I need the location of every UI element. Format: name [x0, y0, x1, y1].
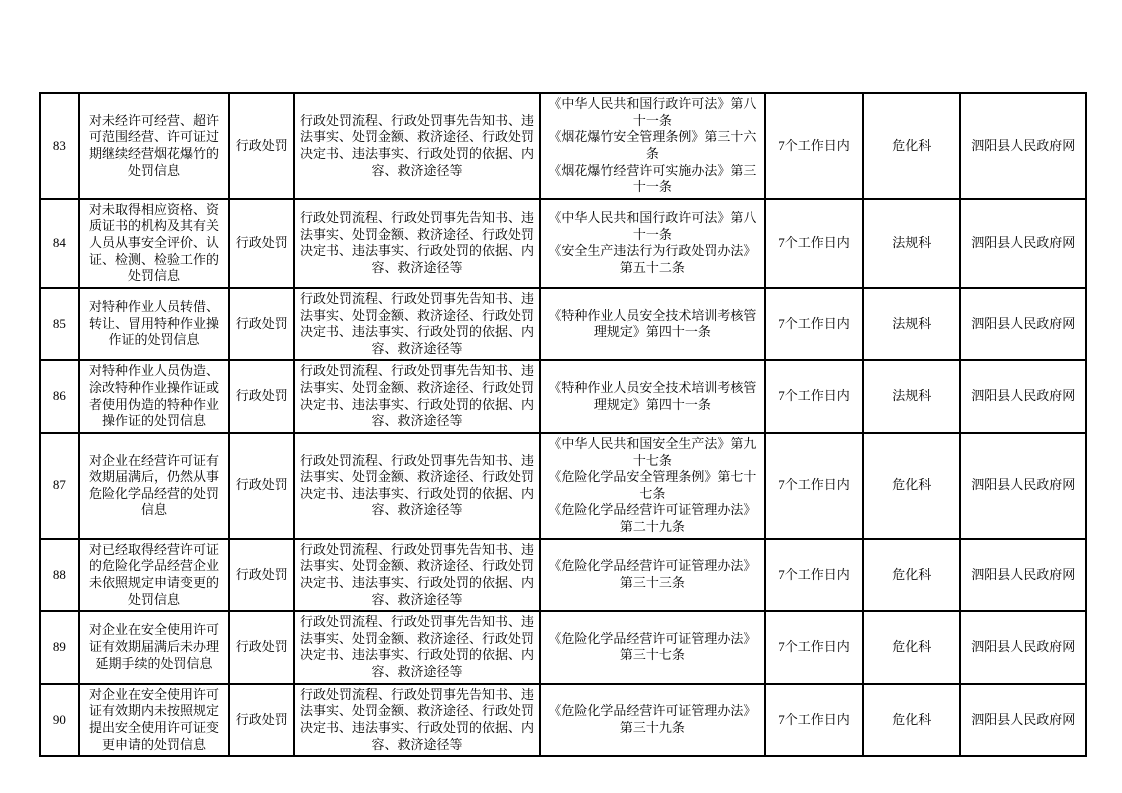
cell-seq: 89	[40, 611, 79, 684]
cell-department: 危化科	[863, 433, 960, 539]
cell-department: 危化科	[863, 93, 960, 199]
cell-basis	[540, 433, 765, 539]
cell-item: 对特种作业人员转借、转让、冒用特种作业操作证的处罚信息	[79, 288, 230, 361]
cell-category: 行政处罚	[229, 360, 294, 433]
basis-line: 《中华人民共和国安全生产法》第九十七条	[548, 435, 757, 468]
cell-category: 行政处罚	[229, 611, 294, 684]
basis-line: 《特种作业人员安全技术培训考核管理规定》第四十一条	[548, 307, 757, 340]
basis-line: 《烟花爆竹安全管理条例》第三十六条	[548, 129, 757, 161]
table-row	[40, 288, 1086, 361]
cell-category: 行政处罚	[229, 288, 294, 361]
cell-channel: 泗阳县人民政府网	[960, 360, 1086, 433]
cell-basis	[540, 539, 765, 612]
table-row	[40, 93, 1086, 199]
cell-seq: 90	[40, 684, 79, 757]
basis-line: 《中华人民共和国行政许可法》第八十一条	[548, 210, 757, 242]
cell-channel: 泗阳县人民政府网	[960, 93, 1086, 199]
cell-content: 行政处罚流程、行政处罚事先告知书、违法事实、处罚金额、救济途径、行政处罚决定书、违法事实、行政处罚的依据、内容、救济途径等	[294, 288, 540, 361]
cell-item: 对特种作业人员伪造、涂改特种作业操作证或者使用伪造的特种作业操作证的处罚信息	[79, 360, 230, 433]
cell-content: 行政处罚流程、行政处罚事先告知书、违法事实、处罚金额、救济途径、行政处罚决定书、违法事实、行政处罚的依据、内容、救济途径等	[294, 199, 540, 288]
cell-category: 行政处罚	[229, 539, 294, 612]
cell-item: 对企业在安全使用许可证有效期届满后未办理延期手续的处罚信息	[79, 611, 230, 684]
cell-category: 行政处罚	[229, 93, 294, 199]
cell-content: 行政处罚流程、行政处罚事先告知书、违法事实、处罚金额、救济途径、行政处罚决定书、违法事实、行政处罚的依据、内容、救济途径等	[294, 433, 540, 539]
basis-line: 《特种作业人员安全技术培训考核管理规定》第四十一条	[548, 380, 757, 412]
cell-deadline: 7个工作日内	[765, 360, 863, 433]
cell-item: 对已经取得经营许可证的危险化学品经营企业未依照规定申请变更的处罚信息	[79, 539, 230, 612]
cell-item: 对未经许可经营、超许可范围经营、许可证过期继续经营烟花爆竹的处罚信息	[79, 93, 230, 199]
cell-department: 法规科	[863, 360, 960, 433]
cell-deadline: 7个工作日内	[765, 199, 863, 288]
cell-department: 危化科	[863, 539, 960, 612]
cell-deadline: 7个工作日内	[765, 611, 863, 684]
cell-category: 行政处罚	[229, 684, 294, 757]
basis-line: 《危险化学品经营许可证管理办法》第二十九条	[548, 502, 757, 534]
cell-content: 行政处罚流程、行政处罚事先告知书、违法事实、处罚金额、救济途径、行政处罚决定书、违法事实、行政处罚的依据、内容、救济途径等	[294, 93, 540, 199]
table-row	[40, 360, 1086, 433]
cell-channel: 泗阳县人民政府网	[960, 611, 1086, 684]
cell-deadline: 7个工作日内	[765, 539, 863, 612]
basis-line: 《安全生产违法行为行政处罚办法》第五十二条	[548, 243, 757, 275]
cell-department: 危化科	[863, 684, 960, 757]
cell-item: 对企业在经营许可证有效期届满后，仍然从事危险化学品经营的处罚信息	[79, 433, 230, 539]
basis-line: 《危险化学品经营许可证管理办法》第三十九条	[548, 703, 757, 735]
cell-department: 危化科	[863, 611, 960, 684]
cell-basis	[540, 611, 765, 684]
table-row	[40, 199, 1086, 288]
cell-seq: 88	[40, 539, 79, 612]
cell-basis	[540, 199, 765, 288]
basis-line: 《中华人民共和国行政许可法》第八十一条	[548, 96, 757, 128]
cell-deadline: 7个工作日内	[765, 93, 863, 199]
penalty-info-table	[39, 92, 1087, 757]
cell-seq: 85	[40, 288, 79, 361]
basis-line: 《危险化学品经营许可证管理办法》第三十七条	[548, 630, 757, 663]
cell-channel: 泗阳县人民政府网	[960, 199, 1086, 288]
table-body	[40, 93, 1086, 756]
cell-department: 法规科	[863, 288, 960, 361]
cell-department: 法规科	[863, 199, 960, 288]
cell-deadline: 7个工作日内	[765, 433, 863, 539]
cell-channel: 泗阳县人民政府网	[960, 288, 1086, 361]
table-row	[40, 433, 1086, 539]
cell-item: 对企业在安全使用许可证有效期内未按照规定提出安全使用许可证变更申请的处罚信息	[79, 684, 230, 757]
cell-category: 行政处罚	[229, 199, 294, 288]
cell-item: 对未取得相应资格、资质证书的机构及其有关人员从事安全评价、认证、检测、检验工作的处罚信息	[79, 199, 230, 288]
cell-channel: 泗阳县人民政府网	[960, 539, 1086, 612]
cell-basis	[540, 360, 765, 433]
cell-basis	[540, 93, 765, 199]
cell-deadline: 7个工作日内	[765, 684, 863, 757]
cell-seq: 87	[40, 433, 79, 539]
cell-content: 行政处罚流程、行政处罚事先告知书、违法事实、处罚金额、救济途径、行政处罚决定书、违法事实、行政处罚的依据、内容、救济途径等	[294, 611, 540, 684]
cell-basis	[540, 288, 765, 361]
cell-seq: 83	[40, 93, 79, 199]
basis-line: 《烟花爆竹经营许可实施办法》第三十一条	[548, 162, 757, 195]
cell-basis	[540, 684, 765, 757]
cell-content: 行政处罚流程、行政处罚事先告知书、违法事实、处罚金额、救济途径、行政处罚决定书、违法事实、行政处罚的依据、内容、救济途径等	[294, 684, 540, 757]
cell-seq: 84	[40, 199, 79, 288]
cell-content: 行政处罚流程、行政处罚事先告知书、违法事实、处罚金额、救济途径、行政处罚决定书、违法事实、行政处罚的依据、内容、救济途径等	[294, 360, 540, 433]
basis-line: 《危险化学品安全管理条例》第七十七条	[548, 469, 757, 501]
table-row	[40, 611, 1086, 684]
cell-content: 行政处罚流程、行政处罚事先告知书、违法事实、处罚金额、救济途径、行政处罚决定书、违法事实、行政处罚的依据、内容、救济途径等	[294, 539, 540, 612]
cell-channel: 泗阳县人民政府网	[960, 433, 1086, 539]
basis-line: 《危险化学品经营许可证管理办法》第三十三条	[548, 558, 757, 590]
cell-category: 行政处罚	[229, 433, 294, 539]
table-row	[40, 539, 1086, 612]
cell-seq: 86	[40, 360, 79, 433]
cell-channel: 泗阳县人民政府网	[960, 684, 1086, 757]
cell-deadline: 7个工作日内	[765, 288, 863, 361]
table-row	[40, 684, 1086, 757]
